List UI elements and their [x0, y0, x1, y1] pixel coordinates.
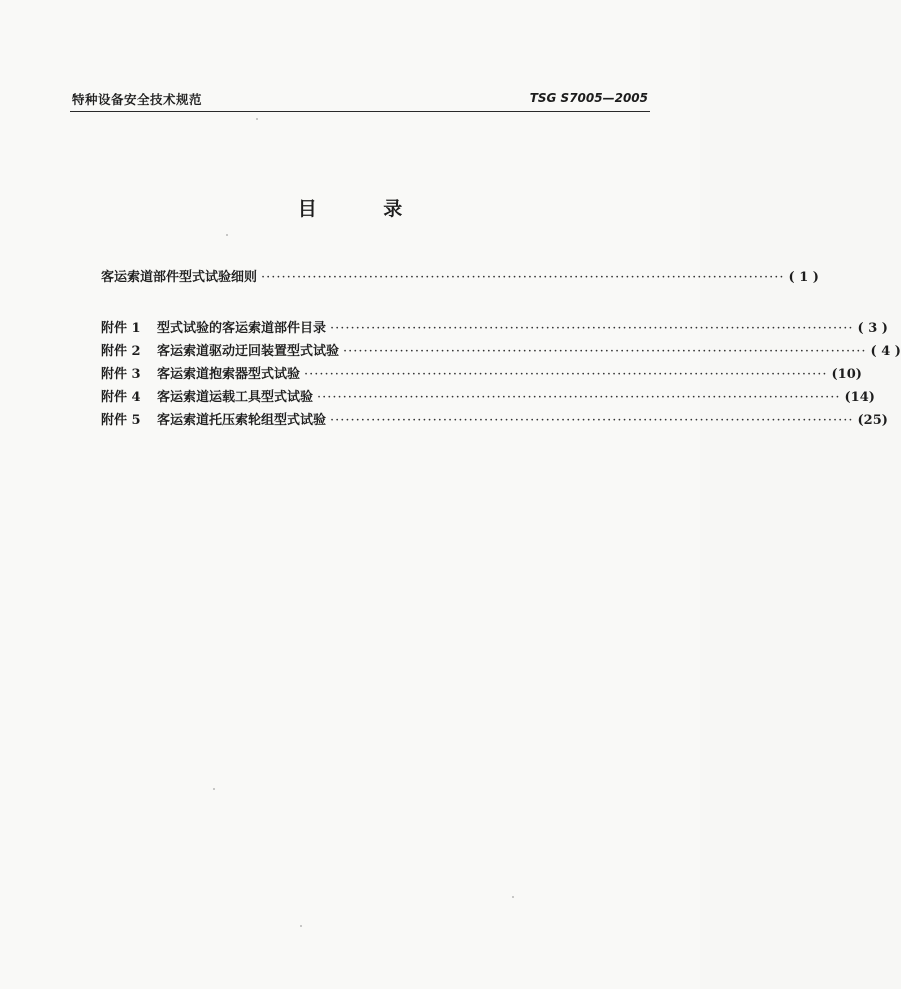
- toc-entry-prefix: 附件 5: [101, 413, 141, 428]
- toc-entry-page: ( 3 ): [857, 321, 888, 336]
- toc-dot-leader: ······································································································: [343, 344, 867, 359]
- scan-speck: [300, 925, 302, 927]
- toc-entry-label: 客运索道运载工具型式试验: [157, 390, 314, 405]
- header-series-title: 特种设备安全技术规范: [72, 92, 203, 107]
- toc-entry-prefix: 附件 2: [101, 344, 141, 359]
- toc-entry-appendix-5[interactable]: [101, 409, 888, 432]
- toc-entry-page: ( 4 ): [870, 344, 901, 359]
- toc-dot-leader: ······································································································: [330, 413, 854, 428]
- toc-entry-label: 型式试验的客运索道部件目录: [157, 321, 327, 336]
- toc-dot-leader: ······································································································: [261, 270, 785, 285]
- toc-entry-page: (25): [857, 413, 888, 428]
- toc-entry-appendix-3[interactable]: [101, 363, 862, 386]
- toc-entry-prefix: 附件 3: [101, 367, 141, 382]
- toc-entry-page: (14): [844, 390, 875, 405]
- page-header: [72, 90, 648, 112]
- toc-entry-page: ( 1 ): [788, 270, 819, 285]
- toc-entry-page: (10): [831, 367, 862, 382]
- toc-entry-prefix: 附件 1: [101, 321, 141, 336]
- toc-entry-appendix-1[interactable]: [101, 317, 888, 340]
- scan-speck: [213, 788, 215, 790]
- toc-entry-label: 客运索道抱索器型式试验: [157, 367, 301, 382]
- scan-speck: [512, 896, 514, 898]
- header-standard-code: TSG S7005—2005: [529, 91, 648, 105]
- scan-speck: [226, 234, 228, 236]
- toc-entry-label: 客运索道托压索轮组型式试验: [157, 413, 327, 428]
- toc-appendices: [101, 317, 901, 432]
- toc-entry-main[interactable]: [101, 266, 819, 289]
- toc-entry-label: 客运索道部件型式试验细则: [101, 270, 258, 285]
- toc-title: 目 录: [297, 198, 433, 220]
- toc-main: [101, 266, 819, 289]
- toc-entry-label: 客运索道驱动迂回装置型式试验: [157, 344, 340, 359]
- toc-dot-leader: ······································································································: [304, 367, 828, 382]
- header-rule: [70, 111, 650, 112]
- toc-dot-leader: ······································································································: [317, 390, 841, 405]
- scan-speck: [256, 118, 258, 120]
- toc-dot-leader: ······································································································: [330, 321, 854, 336]
- toc-entry-prefix: 附件 4: [101, 390, 141, 405]
- toc-entry-appendix-4[interactable]: [101, 386, 875, 409]
- toc-entry-appendix-2[interactable]: [101, 340, 901, 363]
